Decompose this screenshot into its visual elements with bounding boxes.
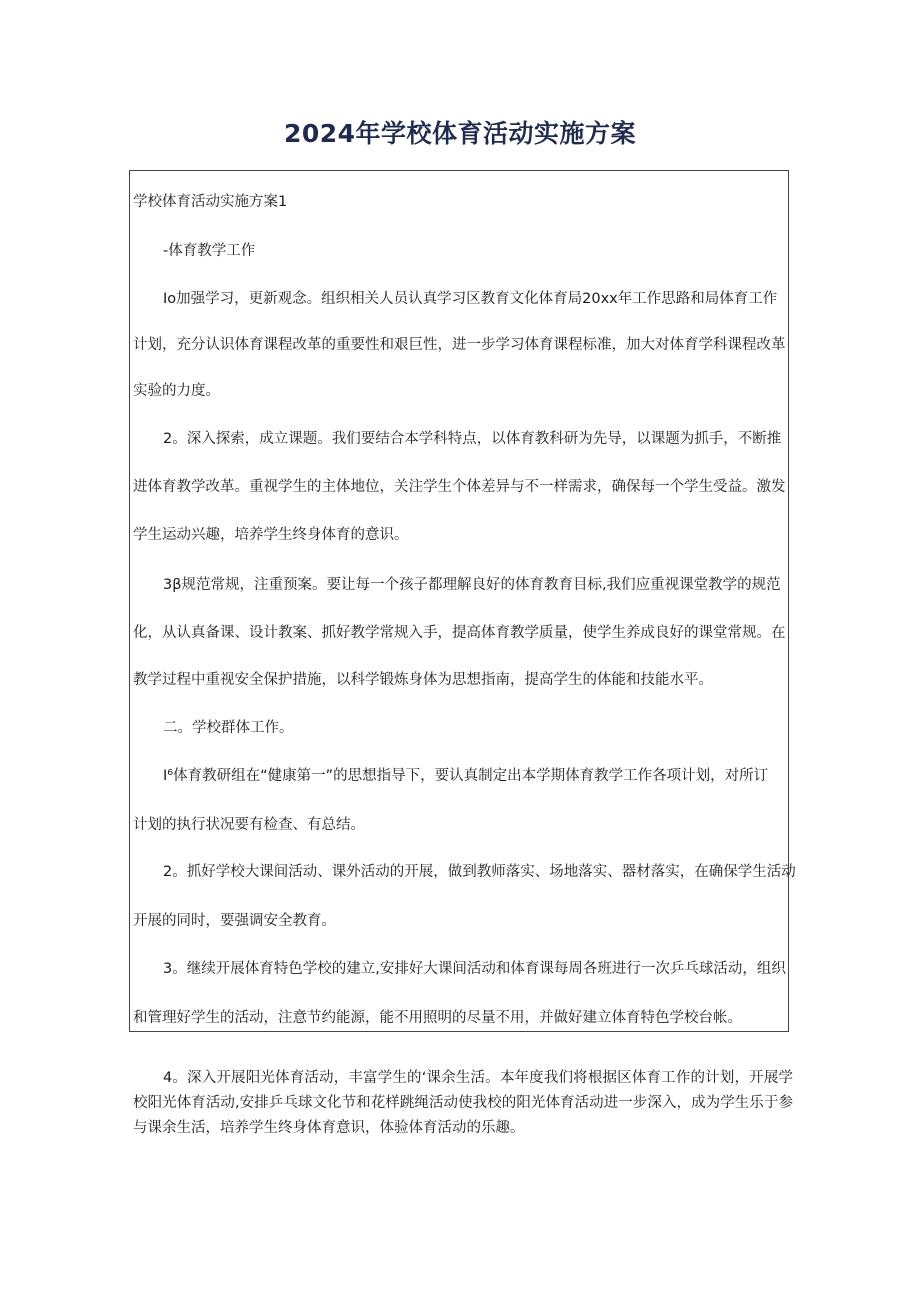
text-line: 和管理好学生的活动，注意节约能源，能不用照明的尽量不用，并做好建立体育特色学校台帐。 <box>133 1010 742 1026</box>
text-line: 计划，充分认识体育课程改革的重要性和艰巨性，进一步学习体育课程标准，加大对体育学科课程改革 <box>133 337 786 353</box>
subheading-group-work: 二。学校群体工作。 <box>163 720 294 736</box>
text-line: 化，从认真备课、设计教案、抓好教学常规入手，提高体育教学质量，使学生养成良好的课堂常规。在 <box>133 625 786 641</box>
text-line: 2。抓好学校大课间活动、课外活动的开展，做到教师落实、场地落实、器材落实，在确保学生活动 <box>163 864 796 880</box>
document-title: 2024年学校体育活动实施方案 <box>283 119 637 148</box>
paragraph-sunshine-sports: 4。深入开展阳光体育活动，丰富学生的‘课余生活。本年度我们将根据区体育工作的计划，开展学校阳光体育活动,安排乒乓球文化节和花样跳绳活动使我校的阳光体育活动进一步深入，成为学生乐于参与课余生活，培养学生终身体育意识，体验体育活动的乐趣。 <box>133 1070 793 1136</box>
subheading-teaching: -体育教学工作 <box>163 243 256 259</box>
text-line: 教学过程中重视安全保护措施，以科学锻炼身体为思想指南，提高学生的体能和技能水平。 <box>133 672 713 688</box>
text-line: 开展的同时，要强调安全教育。 <box>133 913 336 929</box>
section-heading: 学校体育活动实施方案1 <box>133 194 288 210</box>
text-line: 计划的执行状况要有检查、有总结。 <box>133 817 365 833</box>
text-line: 2。深入探索，成立课题。我们要结合本学科特点，以体育教科研为先导，以课题为抓手，不断推 <box>163 431 782 447</box>
text-line: 3。继续开展体育特色学校的建立,安排好大课间活动和体育课每周各班进行一次乒乓球活动，组织 <box>163 961 786 977</box>
text-line: 3β规范常规，注重预案。要让每一个孩子都理解良好的体育教育目标,我们应重视课堂教学的规范 <box>163 577 781 593</box>
text-line: I⁶体育教研组在“健康第一”的思想指导下，要认真制定出本学期体育教学工作各项计划，对所订 <box>163 768 769 784</box>
text-line: 学生运动兴趣，培养学生终身体育的意识。 <box>133 527 409 543</box>
text-line: 进体育教学改革。重视学生的主体地位，关注学生个体差异与不一样需求，确保每一个学生受益。激发 <box>133 479 786 495</box>
text-line: Io加强学习，更新观念。组织相关人员认真学习区教育文化体育局20xx年工作思路和局体育工作 <box>163 291 778 307</box>
text-line: 实验的力度。 <box>133 383 220 399</box>
